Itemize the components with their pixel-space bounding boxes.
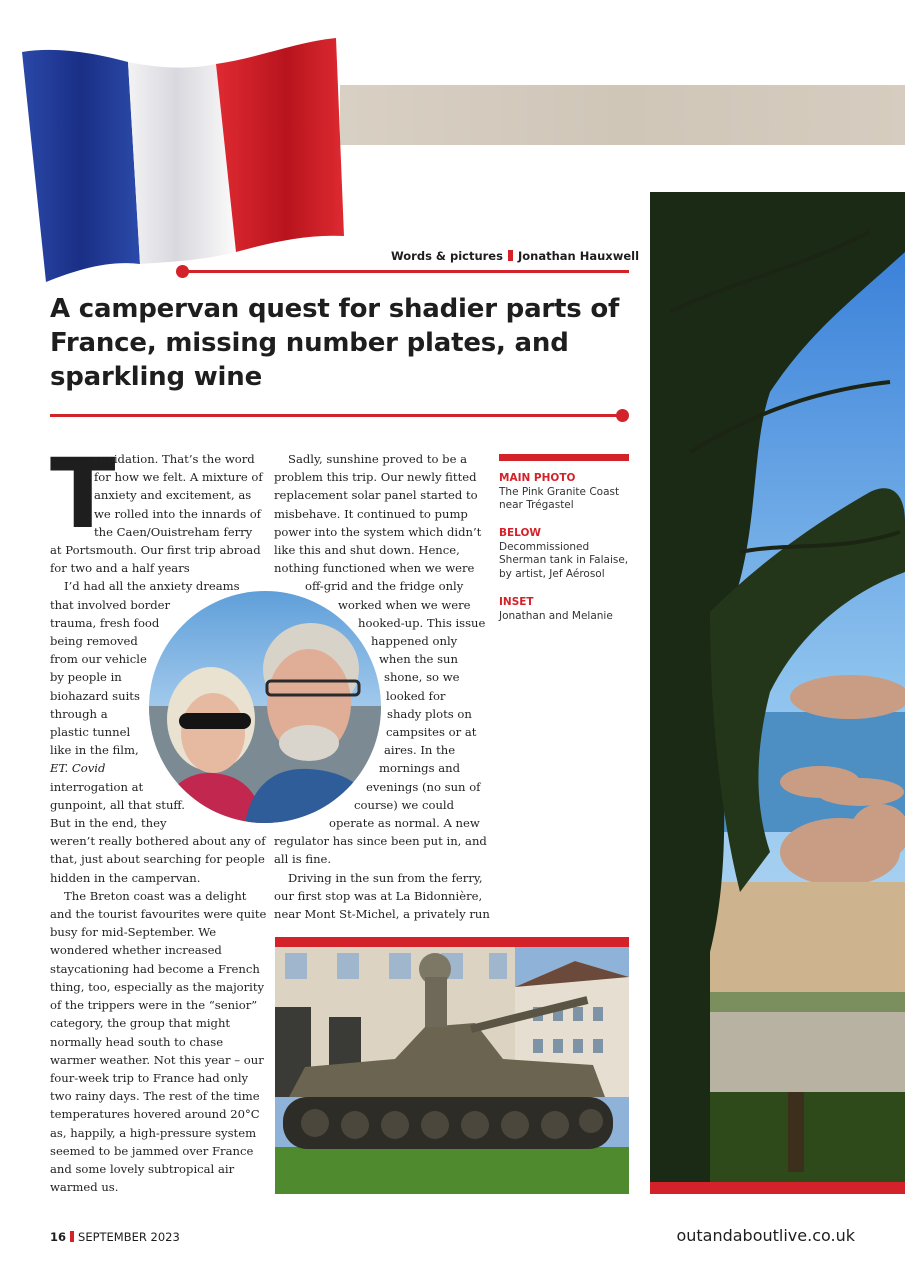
text-line: hidden in the campervan. xyxy=(50,870,201,885)
text-line: like in the film, xyxy=(50,743,139,758)
tank-photo xyxy=(275,947,629,1194)
text-line: biohazard suits xyxy=(50,688,140,703)
text-line: interrogation at xyxy=(50,779,144,794)
text-line: power into the system which didn’t xyxy=(274,524,482,539)
text-line: all is fine. xyxy=(274,852,332,867)
text-line: course) we could xyxy=(354,797,455,812)
caption-title: INSET xyxy=(499,596,534,608)
text-line: for how we felt. A mixture of xyxy=(94,470,263,485)
drop-cap: T xyxy=(50,438,116,550)
text-line: ET. Covid xyxy=(50,761,106,776)
page-number: 16 xyxy=(50,1230,67,1244)
inset-photo-couple xyxy=(149,591,381,823)
caption-below xyxy=(499,527,639,581)
text-line: temperatures hovered around 20°C xyxy=(50,1107,260,1122)
tank-photo-bar xyxy=(275,937,629,947)
main-photo-pink-granite-coast xyxy=(650,192,905,1182)
rule-under-headline xyxy=(50,414,625,417)
text-line: shone, so we xyxy=(384,670,460,685)
text-line: mornings and xyxy=(379,761,461,776)
text-line: and the tourist favourites were quite xyxy=(50,907,267,922)
text-line: plastic tunnel xyxy=(50,725,131,740)
text-line: two rainy days. The rest of the time xyxy=(50,1089,260,1104)
text-line: looked for xyxy=(386,688,446,703)
caption-bar xyxy=(499,454,629,461)
text-line: staycationing had become a French xyxy=(50,961,260,976)
text-line: that involved border xyxy=(50,597,171,612)
byline xyxy=(391,249,640,263)
text-line: for two and a half years xyxy=(50,561,190,576)
caption-main-photo xyxy=(499,472,639,513)
text-line: seemed to be jammed over France xyxy=(50,1143,254,1158)
text-line: happened only xyxy=(371,634,458,649)
text-line: aires. In the xyxy=(384,743,456,758)
text-line: campsites or at xyxy=(386,725,477,740)
text-line: that, just about searching for people xyxy=(50,852,265,867)
caption-text: Decommissioned Sherman tank in Falaise, by artist, Jef Aérosol xyxy=(499,540,629,580)
text-line: anxiety and excitement, as xyxy=(94,488,252,503)
text-line: off-grid and the fridge only xyxy=(305,579,464,594)
text-line: nothing functioned when we were xyxy=(274,561,475,576)
text-line: near Mont St-Michel, a privately run xyxy=(274,907,490,922)
text-line: replacement solar panel started to xyxy=(274,488,478,503)
issue-date: SEPTEMBER 2023 xyxy=(78,1230,180,1244)
text-line: warmer weather. Not this year – our xyxy=(50,1052,264,1067)
byline-separator xyxy=(508,250,513,261)
footer-website: outandaboutlive.co.uk xyxy=(676,1226,855,1245)
text-line: being removed xyxy=(50,634,138,649)
caption-title: MAIN PHOTO xyxy=(499,472,576,484)
text-line: But in the end, they xyxy=(50,816,167,831)
text-line: The Breton coast was a delight xyxy=(64,888,247,903)
text-line: four-week trip to France had only xyxy=(50,1070,249,1085)
text-line: I’d had all the anxiety dreams xyxy=(64,579,240,594)
footer-separator xyxy=(70,1231,74,1242)
text-line: Driving in the sun from the ferry, xyxy=(288,870,483,885)
text-line: from our vehicle xyxy=(50,652,147,667)
text-line: gunpoint, all that stuff. xyxy=(50,797,185,812)
headline: A campervan quest for shadier parts of France, missing number plates, and sparkling wine xyxy=(50,294,620,392)
body-column-1 xyxy=(50,438,267,1196)
text-line: warmed us. xyxy=(50,1180,119,1195)
byline-author: Jonathan Hauxwell xyxy=(517,249,640,263)
header-band xyxy=(340,85,905,145)
rule-dot-bottom xyxy=(616,409,629,422)
text-line: hooked-up. This issue xyxy=(358,615,486,630)
caption-text: Jonathan and Melanie xyxy=(499,609,613,622)
text-line: wondered whether increased xyxy=(50,943,222,958)
text-line: worked when we were xyxy=(338,597,471,612)
text-line: through a xyxy=(50,706,108,721)
text-line: busy for mid-September. We xyxy=(50,925,217,940)
text-line: of the trippers were in the “senior” xyxy=(50,998,258,1013)
french-flag-image xyxy=(18,38,348,283)
rule-top xyxy=(182,270,629,273)
text-line: regulator has since been put in, and xyxy=(274,834,487,849)
text-line: when the sun xyxy=(379,652,458,667)
text-line: evenings (no sun of xyxy=(366,779,481,794)
text-line: our first stop was at La Bidonnière, xyxy=(274,888,483,903)
text-line: Sadly, sunshine proved to be a xyxy=(288,452,468,466)
text-line: and some lovely subtropical air xyxy=(50,1161,235,1176)
text-line: like this and shut down. Hence, xyxy=(274,543,460,558)
text-line: we rolled into the innards of xyxy=(94,506,261,521)
caption-inset xyxy=(499,596,639,623)
main-photo-bar xyxy=(650,1182,905,1194)
text-line: shady plots on xyxy=(387,706,472,721)
byline-label: Words & pictures xyxy=(391,249,503,263)
text-line: category, the group that might xyxy=(50,1016,231,1031)
text-line: operate as normal. A new xyxy=(329,816,480,831)
text-line: weren’t really bothered about any of xyxy=(50,834,266,849)
text-line: the Caen/Ouistreham ferry xyxy=(94,524,253,539)
text-line: thing, too, especially as the majority xyxy=(50,979,265,994)
text-line: repidation. That’s the word xyxy=(94,452,255,466)
text-line: as, happily, a high-pressure system xyxy=(50,1125,257,1140)
caption-text: The Pink Granite Coast near Trégastel xyxy=(499,485,620,511)
text-line: at Portsmouth. Our first trip abroad xyxy=(50,543,261,558)
text-line: by people in xyxy=(50,670,122,685)
caption-title: BELOW xyxy=(499,527,541,539)
footer-folio xyxy=(50,1230,180,1244)
text-line: misbehave. It continued to pump xyxy=(274,506,468,521)
text-line: problem this trip. Our newly fitted xyxy=(274,470,477,485)
text-line: trauma, fresh food xyxy=(50,615,160,630)
text-line: normally head south to chase xyxy=(50,1034,224,1049)
